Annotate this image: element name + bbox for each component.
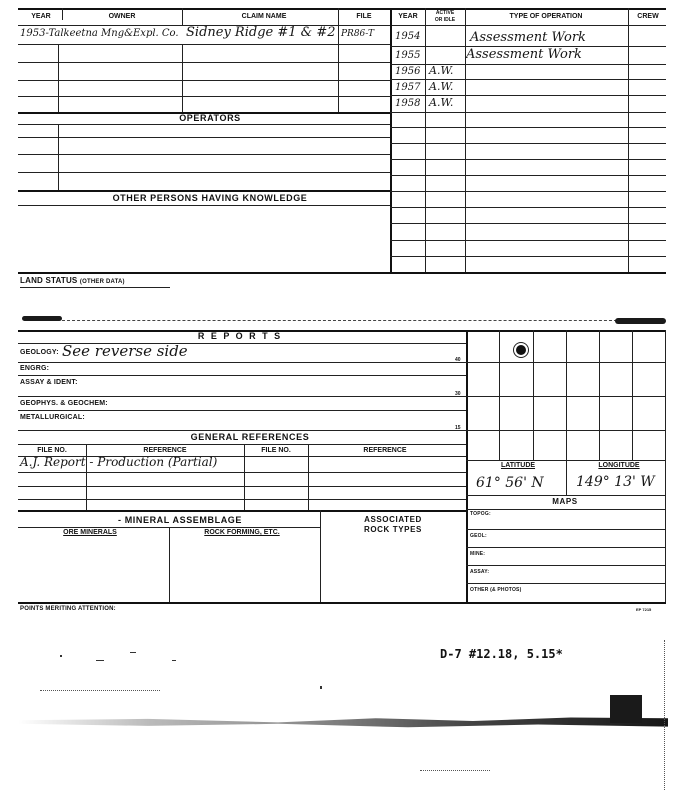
activity-status-1958: A.W.	[429, 96, 454, 109]
lower-right-divider	[466, 330, 468, 602]
ref-header-file-no-1: FILE NO.	[37, 447, 67, 454]
maps-label: MAPS	[552, 497, 578, 506]
location-dot-icon	[516, 345, 526, 355]
header-bottom-rule	[18, 25, 666, 26]
maps-topog-label: TOPOG:	[470, 511, 491, 517]
latitude-label: LATITUDE	[500, 462, 536, 469]
activity-year-1955: 1955	[395, 50, 421, 61]
land-status-label: LAND STATUS (OTHER DATA)	[20, 276, 125, 285]
typed-reference: D-7 #12.18, 5.15*	[440, 647, 563, 661]
header-file: FILE	[356, 13, 372, 20]
geology-label: GEOLOGY:	[20, 349, 59, 356]
margin-number-30: 30	[455, 391, 461, 397]
top-edge-smudge-left	[22, 316, 62, 321]
owner-entry: 1953-Talkeetna Mng&Expl. Co.	[20, 28, 179, 39]
top-edge-smudge-right	[615, 318, 666, 324]
bottom-right-smudge	[610, 695, 642, 723]
right-panel-divider	[390, 8, 392, 272]
longitude-value: 149° 13' W	[576, 474, 655, 490]
header-claim-name: CLAIM NAME	[241, 13, 287, 20]
activity-operation-1954: Assessment Work	[470, 30, 586, 45]
ref-header-reference-1: REFERENCE	[143, 447, 187, 454]
header-type-of-operation: TYPE OF OPERATION	[509, 13, 583, 20]
mineral-assemblage-label: - MINERAL ASSEMBLAGE	[117, 515, 242, 525]
ore-minerals-label: ORE MINERALS	[63, 529, 117, 536]
geophys-geochem-label: GEOPHYS. & GEOCHEM:	[20, 400, 108, 407]
longitude-label: LONGITUDE	[598, 462, 640, 469]
maps-mine-label: MINE:	[470, 551, 486, 557]
maps-assay-label: ASSAY:	[470, 569, 490, 575]
header-or-idle: OR IDLE	[434, 17, 456, 23]
ref-header-file-no-2: FILE NO.	[261, 447, 291, 454]
header-active: ACTIVE	[435, 10, 455, 16]
assay-ident-label: ASSAY & IDENT:	[20, 379, 78, 386]
reports-label: R E P O R T S	[197, 331, 283, 341]
rock-forming-label: ROCK FORMING, ETC.	[204, 529, 280, 536]
metallurgical-label: METALLURGICAL:	[20, 414, 85, 421]
maps-geol-label: GEOL:	[470, 533, 487, 539]
margin-number-40: 40	[455, 357, 461, 363]
activity-year-1956: 1956	[395, 66, 421, 77]
margin-number-15: 15	[455, 425, 461, 431]
header-year-2: YEAR	[398, 13, 418, 20]
latitude-value: 61° 56' N	[476, 475, 544, 491]
associated-label: ASSOCIATED	[364, 515, 422, 524]
points-meriting-attention-label: POINTS MERITING ATTENTION:	[20, 606, 116, 612]
header-owner: OWNER	[108, 13, 136, 20]
ref-header-reference-2: REFERENCE	[363, 447, 407, 454]
activity-year-1954: 1954	[395, 31, 421, 42]
bottom-scan-smudge	[18, 714, 668, 728]
upper-bottom-border	[18, 272, 666, 274]
upper-top-border	[18, 8, 666, 10]
rock-types-label: ROCK TYPES	[363, 525, 422, 534]
activity-year-1958: 1958	[395, 98, 421, 109]
maps-other-label: OTHER (& PHOTOS)	[470, 587, 522, 593]
claim-name-entry: Sidney Ridge #1 & #2	[186, 25, 336, 40]
activity-status-1956: A.W.	[429, 64, 454, 77]
lower-top-border	[18, 330, 666, 332]
general-references-label: GENERAL REFERENCES	[190, 432, 310, 442]
activity-year-1957: 1957	[395, 82, 421, 93]
geology-value: See reverse side	[62, 342, 188, 360]
engrg-label: ENGRG:	[20, 365, 50, 372]
activity-status-1957: A.W.	[429, 80, 454, 93]
ref-entry-1: A.J. Report - Production (Partial)	[20, 455, 218, 469]
other-persons-label: OTHER PERSONS HAVING KNOWLEDGE	[112, 193, 308, 203]
header-crew: CREW	[637, 13, 659, 20]
operators-label: OPERATORS	[179, 113, 241, 123]
form-number: EP 7215	[636, 607, 652, 612]
lower-bottom-border	[18, 602, 666, 604]
activity-operation-1955: Assessment Work	[466, 47, 582, 62]
file-entry: PR86-T	[341, 29, 375, 39]
header-year: YEAR	[31, 13, 51, 20]
